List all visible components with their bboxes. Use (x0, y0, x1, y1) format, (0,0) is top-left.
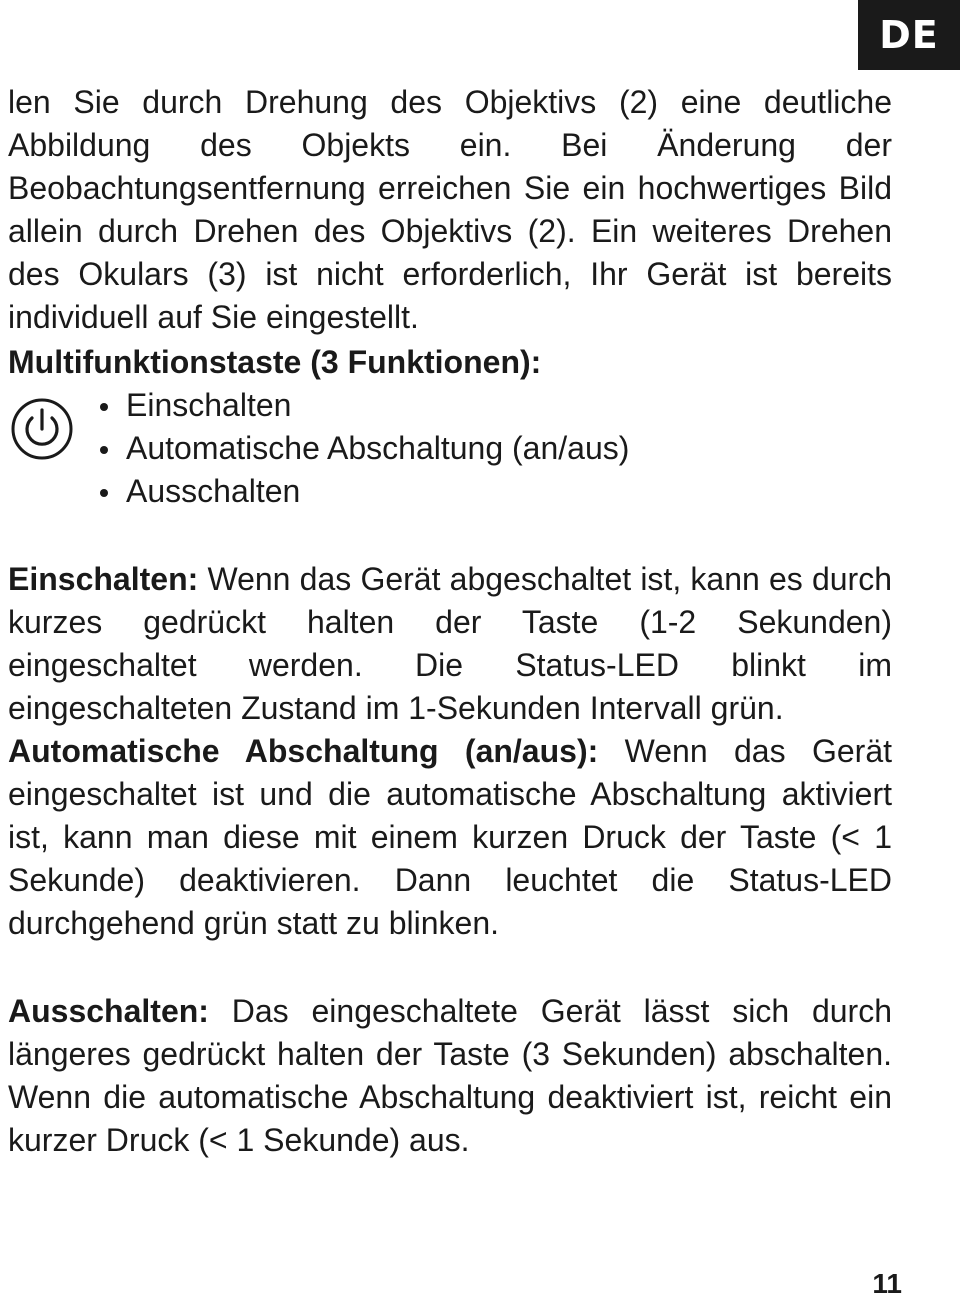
power-on-label: Einschalten: (8, 561, 199, 597)
list-item: Automatische Abschaltung (an/aus) (100, 427, 629, 470)
page-number: 11 (872, 1268, 902, 1299)
power-off-label: Ausschalten: (8, 993, 209, 1029)
list-item: Einschalten (100, 384, 629, 427)
power-off-paragraph (8, 990, 892, 1162)
power-icon (10, 397, 74, 461)
power-on-text: Wenn das Gerät abgeschaltet ist, kann es durch kurzes gedrückt halten der Taste (1-2 Sekunden) eingeschaltet werden. Die Status-LED blinkt im eingeschalteten Zustand im 1-Sekunden Intervall grün. (8, 561, 892, 726)
auto-off-label: Automatische Abschaltung (an/aus): (8, 733, 599, 769)
language-tab: DE (858, 0, 960, 70)
multifunction-heading: Multifunktionstaste (3 Funktionen): (8, 344, 542, 380)
auto-off-paragraph (8, 730, 892, 945)
power-on-paragraph (8, 558, 892, 730)
auto-off-text: Wenn das Gerät eingeschaltet ist und die automatische Abschaltung aktiviert ist, kann man diese mit einem kurzen Druck der Taste (< 1 Sekunde) deaktivieren. Dann leuchtet die Status-LED durchgehend grün statt zu blinken. (8, 733, 893, 941)
function-list (100, 384, 629, 513)
list-item: Ausschalten (100, 470, 629, 513)
intro-paragraph: len Sie durch Drehung des Objektivs (2) eine deutliche Abbildung des Objekts ein. Bei Änderung der Beobachtungsentfernung erreichen Sie ein hochwertiges Bild allein durch Drehen des Objektivs (2). Ein weiteres Drehen des Okulars (3) ist nicht erforderlich, Ihr Gerät ist bereits individuell auf Sie eingestellt. (8, 84, 892, 335)
power-off-text: Das eingeschaltete Gerät lässt sich durch längeres gedrückt halten der Taste (3 Sekunden) abschalten. Wenn die automatische Abschaltung deaktiviert ist, reicht ein kurzer Druck (< 1 Sekunde) aus. (8, 993, 892, 1158)
